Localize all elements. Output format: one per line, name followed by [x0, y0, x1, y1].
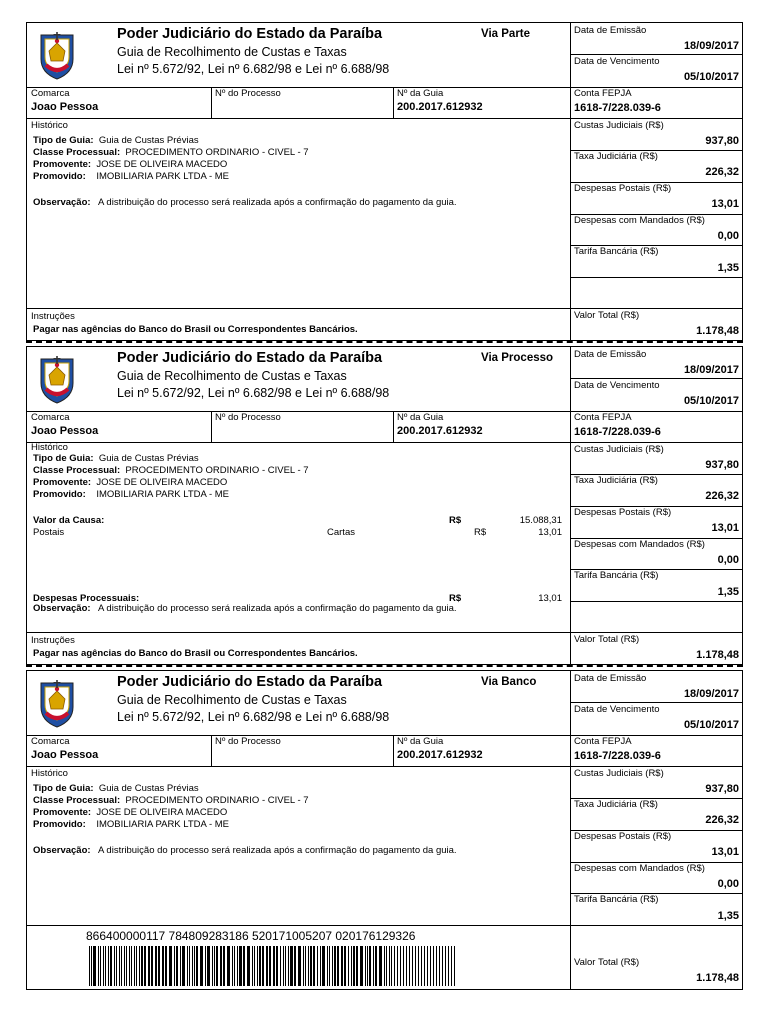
comarca-label: Comarca — [31, 88, 70, 99]
taxa-value: 226,32 — [705, 814, 739, 826]
instrucoes-label: Instruções — [31, 311, 75, 322]
mandados-value: 0,00 — [717, 878, 739, 890]
historico-label: Histórico — [31, 442, 68, 453]
data-vencimento-value: 05/10/2017 — [683, 71, 739, 83]
org-title: Poder Judiciário do Estado da Paraíba — [117, 674, 383, 690]
cartas-value: 13,01 — [538, 527, 562, 538]
data-emissao-label: Data de Emissão — [574, 25, 647, 36]
cut-line — [26, 665, 743, 667]
total-value: 1.178,48 — [696, 325, 739, 337]
conta-value: 1618-7/228.039-6 — [574, 750, 661, 762]
conta-label: Conta FEPJA — [574, 88, 632, 99]
subtitle: Guia de Recolhimento de Custas e Taxas — [117, 693, 347, 707]
custas-label: Custas Judiciais (R$) — [574, 120, 664, 131]
total-label: Valor Total (R$) — [574, 634, 640, 645]
custas-value: 937,80 — [705, 459, 739, 471]
taxa-label: Taxa Judiciária (R$) — [574, 151, 658, 162]
via-label: Via Parte — [481, 28, 531, 40]
historico-label: Histórico — [31, 120, 68, 131]
postais-row-label: Postais — [33, 527, 65, 538]
tarifa-label: Tarifa Bancária (R$) — [574, 246, 659, 257]
guia-label: Nº da Guia — [397, 736, 444, 747]
currency-label: R$ — [449, 593, 462, 604]
mandados-value: 0,00 — [717, 230, 739, 242]
conta-value: 1618-7/228.039-6 — [574, 426, 661, 438]
tarifa-value: 1,35 — [717, 910, 739, 922]
cut-line — [26, 341, 743, 343]
custas-label: Custas Judiciais (R$) — [574, 768, 664, 779]
subtitle: Guia de Recolhimento de Custas e Taxas — [117, 369, 347, 383]
taxa-label: Taxa Judiciária (R$) — [574, 799, 658, 810]
data-vencimento-label: Data de Vencimento — [574, 380, 660, 391]
total-value: 1.178,48 — [696, 972, 739, 984]
currency-label: R$ — [474, 527, 487, 538]
conta-label: Conta FEPJA — [574, 736, 632, 747]
mandados-label: Despesas com Mandados (R$) — [574, 215, 705, 226]
via-label: Via Banco — [481, 676, 537, 688]
conta-label: Conta FEPJA — [574, 412, 632, 423]
valor-causa-label: Valor da Causa: — [33, 515, 105, 526]
postais-value: 13,01 — [711, 522, 739, 534]
despesas-label: Despesas Processuais: — [33, 593, 140, 604]
postais-value: 13,01 — [711, 198, 739, 210]
postais-label: Despesas Postais (R$) — [574, 507, 672, 518]
conta-value: 1618-7/228.039-6 — [574, 102, 661, 114]
laws: Lei nº 5.672/92, Lei nº 6.682/98 e Lei nº 6.688/98 — [117, 386, 390, 400]
cartas-label: Cartas — [327, 527, 355, 538]
custas-value: 937,80 — [705, 135, 739, 147]
guia-value: 200.2017.612932 — [397, 425, 483, 437]
slip-via-processo: Poder Judiciário do Estado da Paraíba Guia de Recolhimento de Custas e Taxas Lei nº 5.672/92, Lei nº 6.682/98 e Lei nº 6.688/98 Via Processo Data de Emissão 18/09/2017 Data de Vencimento 05/10/2017 Comarca Joao Pessoa Nº do Processo Nº da Guia 200.2017.612932 Conta FEPJA 1618-7/228.039-6 Histórico Tipo de Guia: Guia de Custas Prévias Classe Processual: PROCEDIMENTO ORDINARIO - CIVEL - 7 Promovente: JOSE DE OLIVEIRA MACEDO Promovido: IMOBILIARIA PARK LTDA - ME Valor da Causa: R$ 15.088,31 Postais Cartas R$ 13,01 Despesas Processuais: R$ 13,01 Observação: A distribuição do processo será realizada após a confirmação do pagamento da guia. Custas Judiciais (R$) 937,80 Taxa Judiciária (R$) 226,32 Despesas Postais (R$) 13,01 Despesas com Mandados (R$) 0,00 Tarifa Bancária (R$) 1,35 Instruções Pagar nas agências do Banco do Brasil ou Correspondentes Bancários. Valor Total (R$) 1.178,48 — [26, 346, 743, 665]
total-label: Valor Total (R$) — [574, 957, 640, 968]
taxa-value: 226,32 — [705, 166, 739, 178]
comarca-value: Joao Pessoa — [31, 749, 99, 761]
data-vencimento-label: Data de Vencimento — [574, 704, 660, 715]
court-crest-icon — [37, 29, 77, 81]
comarca-value: Joao Pessoa — [31, 425, 99, 437]
comarca-label: Comarca — [31, 412, 70, 423]
instrucoes-label: Instruções — [31, 635, 75, 646]
tarifa-value: 1,35 — [717, 262, 739, 274]
barcode-icon — [89, 946, 461, 986]
total-value: 1.178,48 — [696, 649, 739, 661]
total-label: Valor Total (R$) — [574, 310, 640, 321]
data-vencimento-value: 05/10/2017 — [683, 395, 739, 407]
mandados-label: Despesas com Mandados (R$) — [574, 863, 705, 874]
org-title: Poder Judiciário do Estado da Paraíba — [117, 26, 383, 42]
guia-value: 200.2017.612932 — [397, 101, 483, 113]
guia-label: Nº da Guia — [397, 412, 444, 423]
tarifa-value: 1,35 — [717, 586, 739, 598]
postais-value: 13,01 — [711, 846, 739, 858]
instrucoes-text: Pagar nas agências do Banco do Brasil ou Correspondentes Bancários. — [33, 324, 358, 335]
data-emissao-value: 18/09/2017 — [683, 40, 739, 52]
data-emissao-value: 18/09/2017 — [683, 688, 739, 700]
taxa-value: 226,32 — [705, 490, 739, 502]
guia-value: 200.2017.612932 — [397, 749, 483, 761]
despesas-value: 13,01 — [538, 593, 562, 604]
valor-causa-value: 15.088,31 — [519, 515, 562, 526]
postais-label: Despesas Postais (R$) — [574, 183, 672, 194]
comarca-label: Comarca — [31, 736, 70, 747]
barcode-digits: 866400000117 784809283186 520171005207 020176129326 — [86, 929, 416, 943]
guia-label: Nº da Guia — [397, 88, 444, 99]
tarifa-label: Tarifa Bancária (R$) — [574, 894, 659, 905]
subtitle: Guia de Recolhimento de Custas e Taxas — [117, 45, 347, 59]
mandados-label: Despesas com Mandados (R$) — [574, 539, 705, 550]
currency-label: R$ — [449, 515, 462, 526]
instrucoes-text: Pagar nas agências do Banco do Brasil ou Correspondentes Bancários. — [33, 648, 358, 659]
data-vencimento-value: 05/10/2017 — [683, 719, 739, 731]
court-crest-icon — [37, 677, 77, 729]
court-crest-icon — [37, 353, 77, 405]
via-label: Via Processo — [481, 352, 554, 364]
laws: Lei nº 5.672/92, Lei nº 6.682/98 e Lei nº 6.688/98 — [117, 62, 390, 76]
data-emissao-label: Data de Emissão — [574, 349, 647, 360]
data-emissao-label: Data de Emissão — [574, 673, 647, 684]
processo-label: Nº do Processo — [215, 88, 281, 99]
slip-via-banco: Poder Judiciário do Estado da Paraíba Guia de Recolhimento de Custas e Taxas Lei nº 5.672/92, Lei nº 6.682/98 e Lei nº 6.688/98 Via Banco Data de Emissão 18/09/2017 Data de Vencimento 05/10/2017 Comarca Joao Pessoa Nº do Processo Nº da Guia 200.2017.612932 Conta FEPJA 1618-7/228.039-6 Histórico Tipo de Guia: Guia de Custas Prévias Classe Processual: PROCEDIMENTO ORDINARIO - CIVEL - 7 Promovente: JOSE DE OLIVEIRA MACEDO Promovido: IMOBILIARIA PARK LTDA - ME Observação: A distribuição do processo será realizada após a confirmação do pagamento da guia. Custas Judiciais (R$) 937,80 Taxa Judiciária (R$) 226,32 Despesas Postais (R$) 13,01 Despesas com Mandados (R$) 0,00 Tarifa Bancária (R$) 1,35 866400000117 784809283186 520171005207 020176129326 Valor Total (R$) 1.178,48 — [26, 670, 743, 990]
slip-via-parte: Poder Judiciário do Estado da Paraíba Guia de Recolhimento de Custas e Taxas Lei nº 5.672/92, Lei nº 6.682/98 e Lei nº 6.688/98 Via Parte Data de Emissão 18/09/2017 Data de Vencimento 05/10/2017 Comarca Joao Pessoa Nº do Processo Nº da Guia 200.2017.612932 Conta FEPJA 1618-7/228.039-6 Histórico Tipo de Guia: Guia de Custas Prévias Classe Processual: PROCEDIMENTO ORDINARIO - CIVEL - 7 Promovente: JOSE DE OLIVEIRA MACEDO Promovido: IMOBILIARIA PARK LTDA - ME Observação: A distribuição do processo será realizada após a confirmação do pagamento da guia. Custas Judiciais (R$) 937,80 Taxa Judiciária (R$) 226,32 Despesas Postais (R$) 13,01 Despesas com Mandados (R$) 0,00 Tarifa Bancária (R$) 1,35 Instruções Pagar nas agências do Banco do Brasil ou Correspondentes Bancários. Valor Total (R$) 1.178,48 — [26, 22, 743, 341]
data-vencimento-label: Data de Vencimento — [574, 56, 660, 67]
laws: Lei nº 5.672/92, Lei nº 6.682/98 e Lei nº 6.688/98 — [117, 710, 390, 724]
taxa-label: Taxa Judiciária (R$) — [574, 475, 658, 486]
comarca-value: Joao Pessoa — [31, 101, 99, 113]
processo-label: Nº do Processo — [215, 736, 281, 747]
mandados-value: 0,00 — [717, 554, 739, 566]
data-emissao-value: 18/09/2017 — [683, 364, 739, 376]
org-title: Poder Judiciário do Estado da Paraíba — [117, 350, 383, 366]
processo-label: Nº do Processo — [215, 412, 281, 423]
historico-label: Histórico — [31, 768, 68, 779]
custas-label: Custas Judiciais (R$) — [574, 444, 664, 455]
tarifa-label: Tarifa Bancária (R$) — [574, 570, 659, 581]
custas-value: 937,80 — [705, 783, 739, 795]
postais-label: Despesas Postais (R$) — [574, 831, 672, 842]
